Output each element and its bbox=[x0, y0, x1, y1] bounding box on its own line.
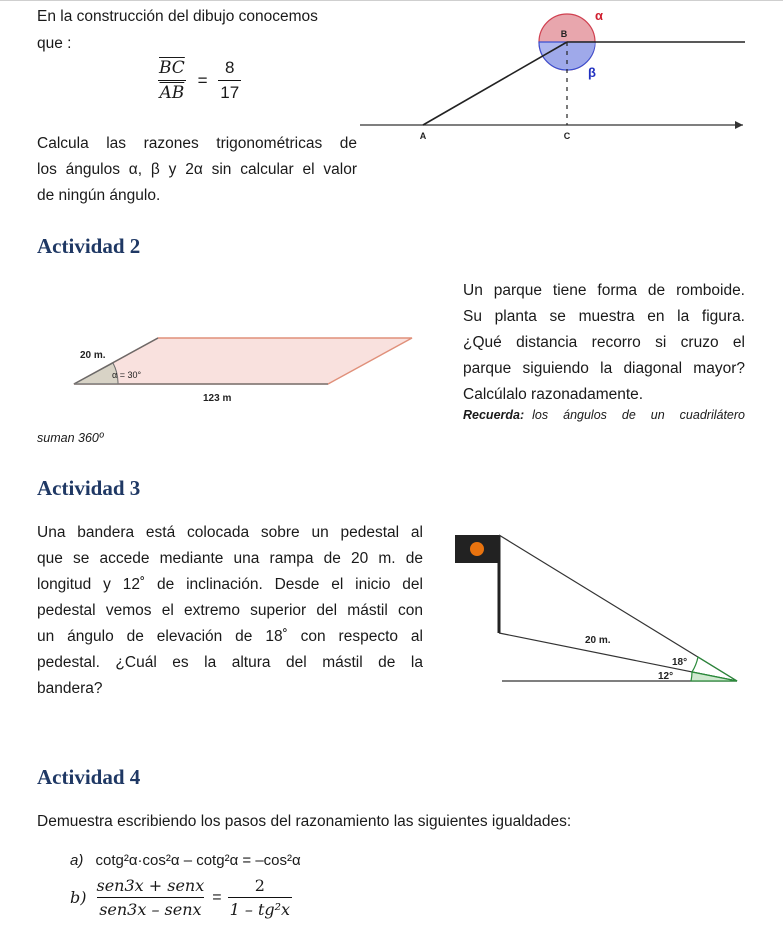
act3-line-1: Una bandera está colocada sobre un pedestal al bbox=[37, 524, 423, 541]
intro-line-2: que : bbox=[37, 35, 72, 52]
fraction-b-left bbox=[94, 876, 206, 919]
note-bold: Recuerda: bbox=[463, 408, 525, 422]
heading-actividad-4: Actividad 4 bbox=[37, 765, 141, 789]
angle-12-label: 12° bbox=[658, 671, 674, 682]
segment-ab bbox=[423, 42, 567, 125]
frac-num-bc: $\overline{BC}$ bbox=[159, 58, 185, 78]
label-beta: β bbox=[588, 65, 596, 80]
act2-line-4: parque siguiendo la diagonal mayor? bbox=[463, 360, 745, 377]
act3-line-5: un ángulo de elevación de 18˚ con respecto al bbox=[37, 628, 423, 645]
item-b-label: b) bbox=[70, 888, 87, 907]
calc-paragraph bbox=[37, 131, 357, 209]
base-label: 123 m bbox=[203, 393, 232, 404]
identity-a bbox=[70, 852, 301, 869]
angle-18-label: 18° bbox=[672, 657, 688, 668]
act4-intro: Demuestra escribiendo los pasos del razonamiento las siguientes igualdades: bbox=[37, 813, 572, 830]
label-b: B bbox=[560, 29, 568, 39]
act3-line-6: pedestal. ¿Cuál es la altura del mástil de la bbox=[37, 654, 423, 671]
identity-b bbox=[70, 876, 292, 919]
heading-actividad-3: Actividad 3 bbox=[37, 476, 141, 500]
frac-den-ab: AB bbox=[158, 80, 187, 103]
act3-line-7: bandera? bbox=[37, 680, 103, 697]
identity-a-expr: cotg²α·cos²α – cotg²α = –cos²α bbox=[95, 852, 301, 869]
act2-note bbox=[463, 408, 745, 422]
act2-line-5: Calcúlalo razonadamente. bbox=[463, 386, 644, 403]
label-a: A bbox=[419, 131, 427, 141]
act3-line-3: longitud y 12˚ de inclinación. Desde el inicio del bbox=[37, 576, 423, 593]
b-right-numerator: 2 bbox=[254, 876, 265, 895]
flag-figure bbox=[450, 525, 750, 695]
ramp-label: 20 m. bbox=[585, 635, 611, 646]
act3-line-4: pedestal vemos el extremo superior del mástil con bbox=[37, 602, 423, 619]
b-right-denominator: 1 – tg²x bbox=[228, 897, 292, 919]
act2-line-1: Un parque tiene forma de romboide. bbox=[463, 282, 745, 299]
axis-arrow bbox=[735, 121, 743, 129]
note-rest: los ángulos de un cuadrilátero bbox=[532, 408, 745, 422]
b-numerator: sen3x + senx bbox=[96, 876, 205, 895]
calc-line-2: los ángulos α, β y 2α sin calcular el valor bbox=[37, 161, 357, 178]
item-a-label: a) bbox=[70, 852, 84, 869]
heading-actividad-2: Actividad 2 bbox=[37, 234, 141, 258]
calc-line-1: Calcula las razones trigonométricas de bbox=[37, 135, 357, 152]
intro-line-1: En la construcción del dibujo conocemos bbox=[37, 8, 318, 25]
label-alpha: α bbox=[595, 8, 603, 23]
angle-label: α = 30° bbox=[112, 370, 142, 380]
frac-num-8: 8 bbox=[224, 58, 235, 77]
flag-dot bbox=[470, 542, 484, 556]
act3-paragraph bbox=[37, 520, 423, 702]
note-continuation: suman 360º bbox=[37, 431, 104, 445]
act3-line-2: que se accede mediante una rampa de 20 m. de bbox=[37, 550, 423, 567]
angles-figure bbox=[355, 0, 775, 160]
park-figure bbox=[60, 330, 430, 410]
fraction-b-right bbox=[228, 876, 292, 919]
fraction-8-17 bbox=[218, 58, 241, 103]
act2-line-3: ¿Qué distancia recorro si cruzo el bbox=[463, 334, 745, 351]
frac-den-17: 17 bbox=[218, 80, 241, 103]
act2-line-2: Su planta se muestra en la figura. bbox=[463, 308, 745, 325]
calc-line-3: de ningún ángulo. bbox=[37, 187, 161, 204]
equals-sign: = bbox=[197, 70, 208, 90]
fraction-bc-ab bbox=[157, 58, 187, 103]
ratio-formula bbox=[157, 58, 241, 103]
label-c: C bbox=[563, 131, 571, 141]
act2-paragraph bbox=[463, 278, 745, 408]
b-equals: = bbox=[212, 888, 222, 906]
side-label: 20 m. bbox=[80, 350, 106, 361]
b-denominator: sen3x – senx bbox=[97, 897, 203, 919]
